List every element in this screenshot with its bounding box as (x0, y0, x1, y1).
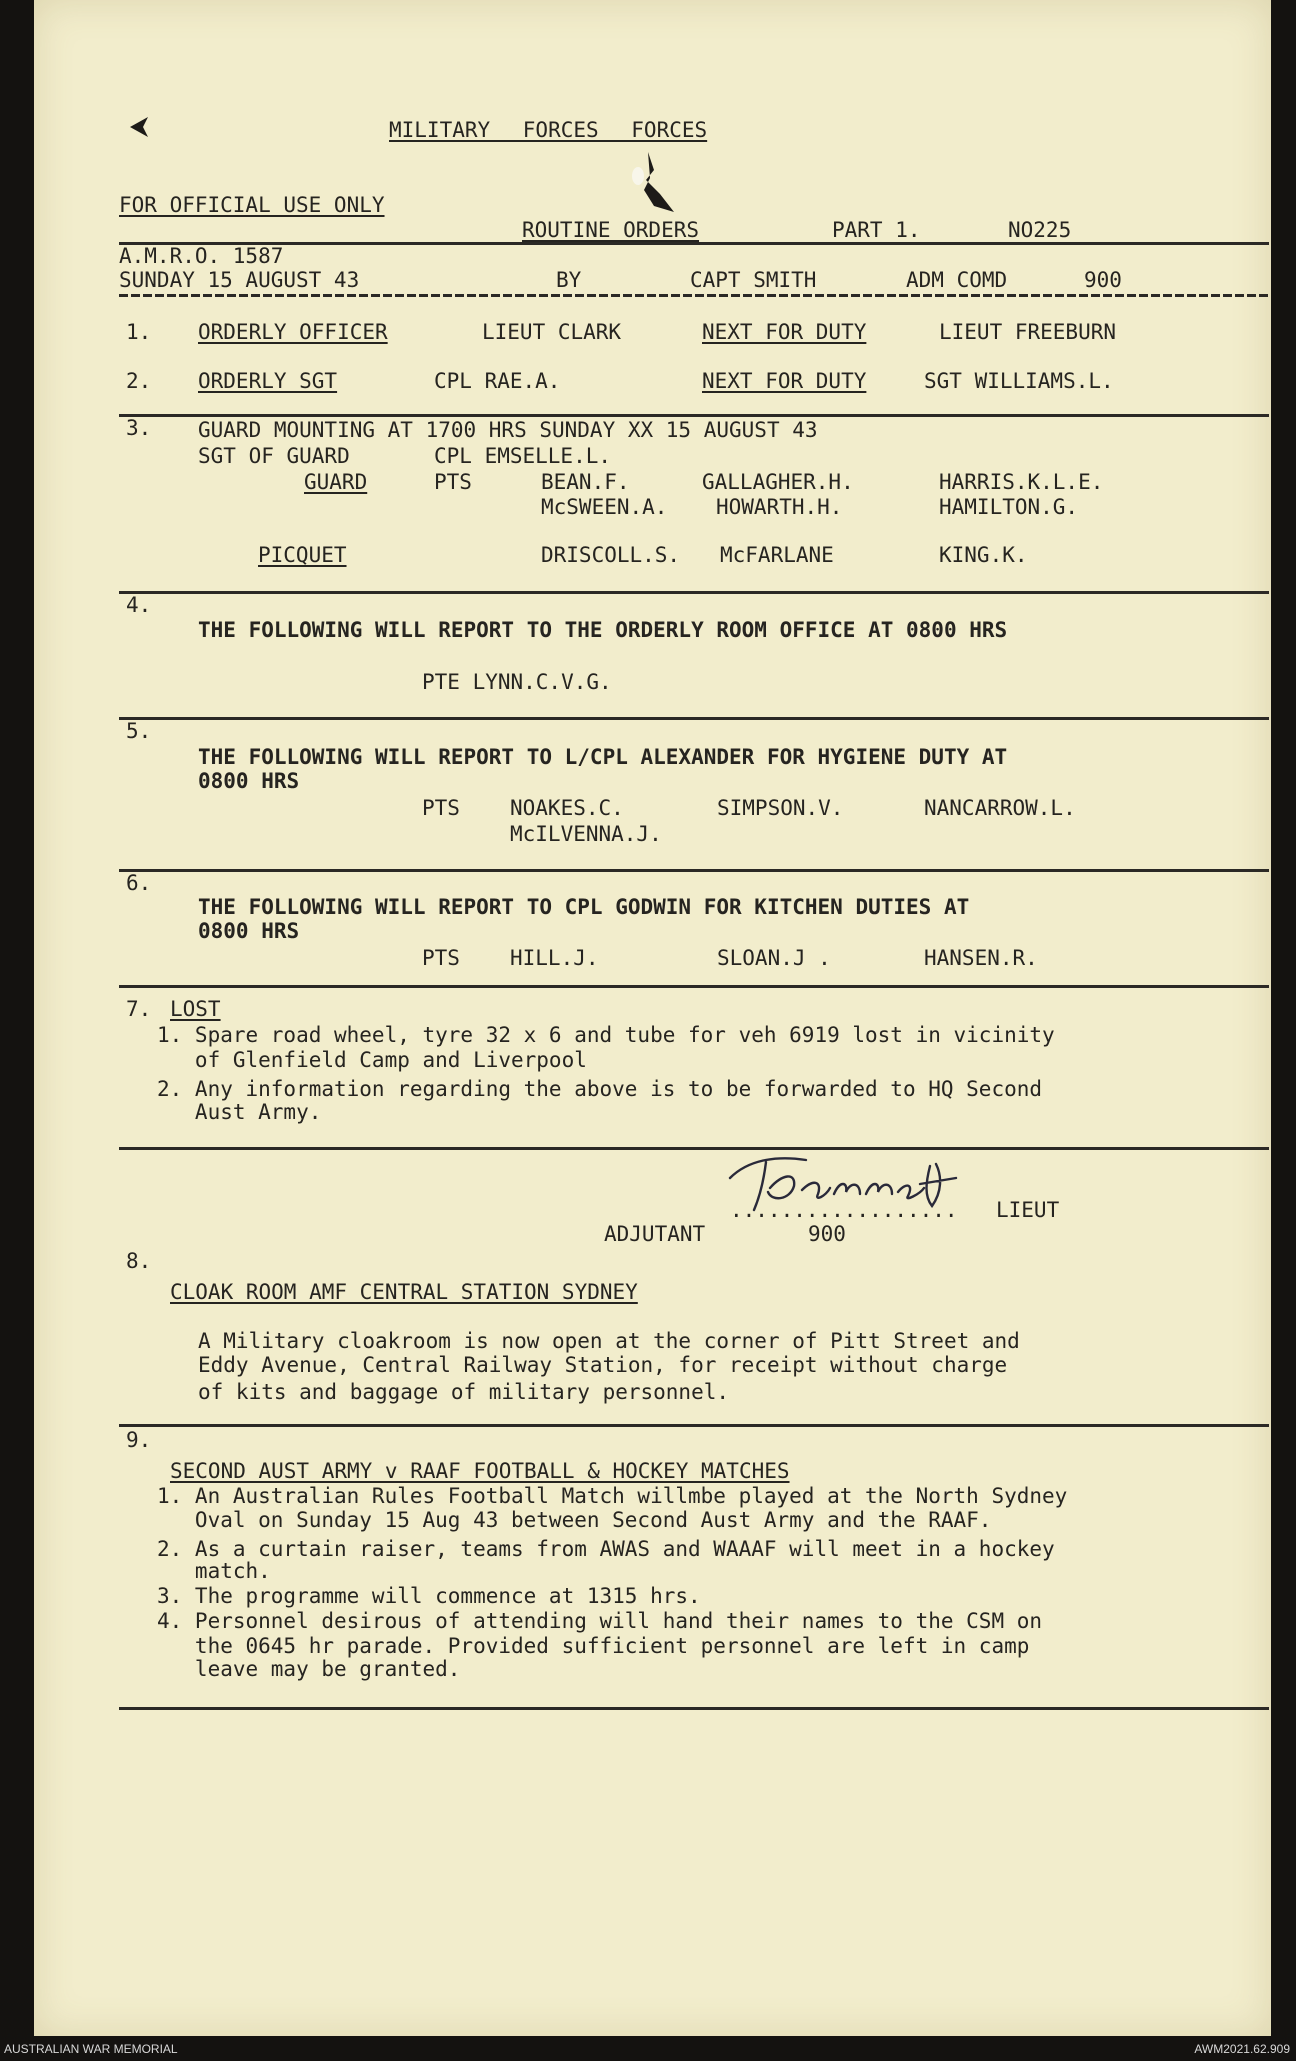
divider (119, 591, 1269, 594)
item6-time: 0800 HRS (198, 919, 300, 943)
guard-mounting-heading: GUARD MOUNTING AT 1700 HRS SUNDAY XX 15 AUGUST 43 (198, 418, 818, 442)
item-number: 7. (126, 997, 152, 1021)
item-number: 2. (126, 369, 152, 393)
hygiene-name: SIMPSON.V. (717, 796, 844, 820)
matches-line: leave may be granted. (157, 1657, 461, 1681)
divider (119, 414, 1269, 417)
item-number: 1. (126, 320, 152, 344)
item-number: 3. (126, 416, 152, 440)
issuing-officer: CAPT SMITH (690, 268, 817, 292)
next-for-duty-label: NEXT FOR DUTY (702, 369, 867, 393)
next-officer-name: LIEUT FREEBURN (939, 320, 1117, 344)
pts-label: PTS (422, 946, 460, 970)
guard-label: GUARD (304, 470, 368, 494)
matches-heading: SECOND AUST ARMY v RAAF FOOTBALL & HOCKEY MATCHES (170, 1459, 790, 1483)
adjutant-unit: 900 (808, 1222, 846, 1246)
divider (119, 294, 1269, 297)
item-number: 4. (126, 593, 152, 617)
sgt-of-guard-name: CPL EMSELLE.L. (434, 444, 612, 468)
guard-name: HARRIS.K.L.E. (939, 470, 1104, 494)
official-use-label: FOR OFFICIAL USE ONLY (119, 193, 385, 217)
item4-text: THE FOLLOWING WILL REPORT TO THE ORDERLY ROOM OFFICE AT 0800 HRS (198, 618, 1008, 642)
item-number: 8. (126, 1249, 152, 1273)
unit-number: 900 (1084, 268, 1122, 292)
divider (119, 1147, 1269, 1150)
hygiene-name: McILVENNA.J. (510, 822, 662, 846)
matches-line: 3. The programme will commence at 1315 hrs. (157, 1584, 701, 1608)
guard-name: GALLAGHER.H. (702, 470, 854, 494)
picquet-name: KING.K. (939, 543, 1028, 567)
matches-line: Oval on Sunday 15 Aug 43 between Second Aust Army and the RAAF. (157, 1508, 992, 1532)
guard-name: HAMILTON.G. (939, 495, 1079, 519)
hygiene-name: NANCARROW.L. (924, 796, 1076, 820)
guard-name: McSWEEN.A. (541, 495, 668, 519)
document-page (34, 0, 1271, 2036)
lost-line: 2. Any information regarding the above is to be forwarded to HQ Second (157, 1077, 1043, 1101)
kitchen-name: SLOAN.J . (717, 946, 831, 970)
picquet-name: McFARLANE (720, 543, 834, 567)
kitchen-name: HANSEN.R. (924, 946, 1038, 970)
item5-time: 0800 HRS (198, 769, 300, 793)
cloak-room-line: of kits and baggage of military personnel. (198, 1380, 730, 1404)
picquet-label: PICQUET (258, 543, 347, 567)
footer-accession: AWM2021.62.909 (1194, 2042, 1290, 2056)
lost-line: of Glenfield Camp and Liverpool (157, 1048, 587, 1072)
order-number: NO225 (1008, 218, 1072, 242)
cloak-room-line: A Military cloakroom is now open at the corner of Pitt Street and (198, 1329, 1020, 1353)
next-for-duty-label: NEXT FOR DUTY (702, 320, 867, 344)
part-label: PART 1. (832, 218, 921, 242)
orderly-officer-name: LIEUT CLARK (482, 320, 622, 344)
header-rule (119, 242, 1269, 245)
signature-dots: .................. (730, 1198, 958, 1222)
divider (119, 1424, 1269, 1427)
matches-line: the 0645 hr parade. Provided sufficient personnel are left in camp (157, 1634, 1030, 1658)
lost-line: Aust Army. (157, 1100, 322, 1124)
arrow-mark-icon (126, 114, 152, 140)
lost-heading: LOST (170, 997, 221, 1021)
divider (119, 985, 1269, 988)
order-date: SUNDAY 15 AUGUST 43 (119, 268, 360, 292)
matches-line: 2. As a curtain raiser, teams from AWAS and WAAAF will meet in a hockey (157, 1537, 1055, 1561)
by-label: BY (556, 268, 582, 292)
sgt-of-guard-label: SGT OF GUARD (198, 444, 350, 468)
amro-reference: A.M.R.O. 1587 (119, 244, 284, 268)
pts-label: PTS (422, 796, 460, 820)
adjutant-label: ADJUTANT (604, 1222, 706, 1246)
item5-text: THE FOLLOWING WILL REPORT TO L/CPL ALEXANDER FOR HYGIENE DUTY AT (198, 745, 1008, 769)
divider (119, 1707, 1269, 1710)
item6-text: THE FOLLOWING WILL REPORT TO CPL GODWIN FOR KITCHEN DUTIES AT (198, 895, 970, 919)
adm-comd-label: ADM COMD (906, 268, 1008, 292)
cloak-room-heading: CLOAK ROOM AMF CENTRAL STATION SYDNEY (170, 1280, 638, 1304)
matches-line: match. (157, 1559, 271, 1583)
pts-label: PTS (434, 470, 472, 494)
kitchen-name: HILL.J. (510, 946, 599, 970)
footer-credit: AUSTRALIAN WAR MEMORIAL (4, 2042, 178, 2056)
divider (119, 869, 1269, 872)
lost-line: 1. Spare road wheel, tyre 32 x 6 and tube for veh 6919 lost in vicinity (157, 1023, 1055, 1047)
item-number: 9. (126, 1428, 152, 1452)
picquet-name: DRISCOLL.S. (541, 543, 681, 567)
routine-orders-label: ROUTINE ORDERS (522, 218, 700, 242)
document-title: MILITARY FORCES FORCES (389, 118, 708, 142)
orderly-sgt-label: ORDERLY SGT (198, 369, 338, 393)
divider (119, 717, 1269, 720)
signature-rank: LIEUT (996, 1198, 1060, 1222)
orderly-officer-label: ORDERLY OFFICER (198, 320, 388, 344)
matches-line: 1. An Australian Rules Football Match willmbe played at the North Sydney (157, 1484, 1068, 1508)
guard-name: HOWARTH.H. (716, 495, 843, 519)
item-number: 5. (126, 719, 152, 743)
item4-name: PTE LYNN.C.V.G. (422, 670, 612, 694)
matches-line: 4. Personnel desirous of attending will hand their names to the CSM on (157, 1609, 1043, 1633)
next-sgt-name: SGT WILLIAMS.L. (924, 369, 1114, 393)
cloak-room-line: Eddy Avenue, Central Railway Station, for receipt without charge (198, 1353, 1008, 1377)
hygiene-name: NOAKES.C. (510, 796, 624, 820)
orderly-sgt-name: CPL RAE.A. (434, 369, 561, 393)
guard-name: BEAN.F. (541, 470, 630, 494)
item-number: 6. (126, 871, 152, 895)
tear-mark-icon (614, 150, 684, 218)
